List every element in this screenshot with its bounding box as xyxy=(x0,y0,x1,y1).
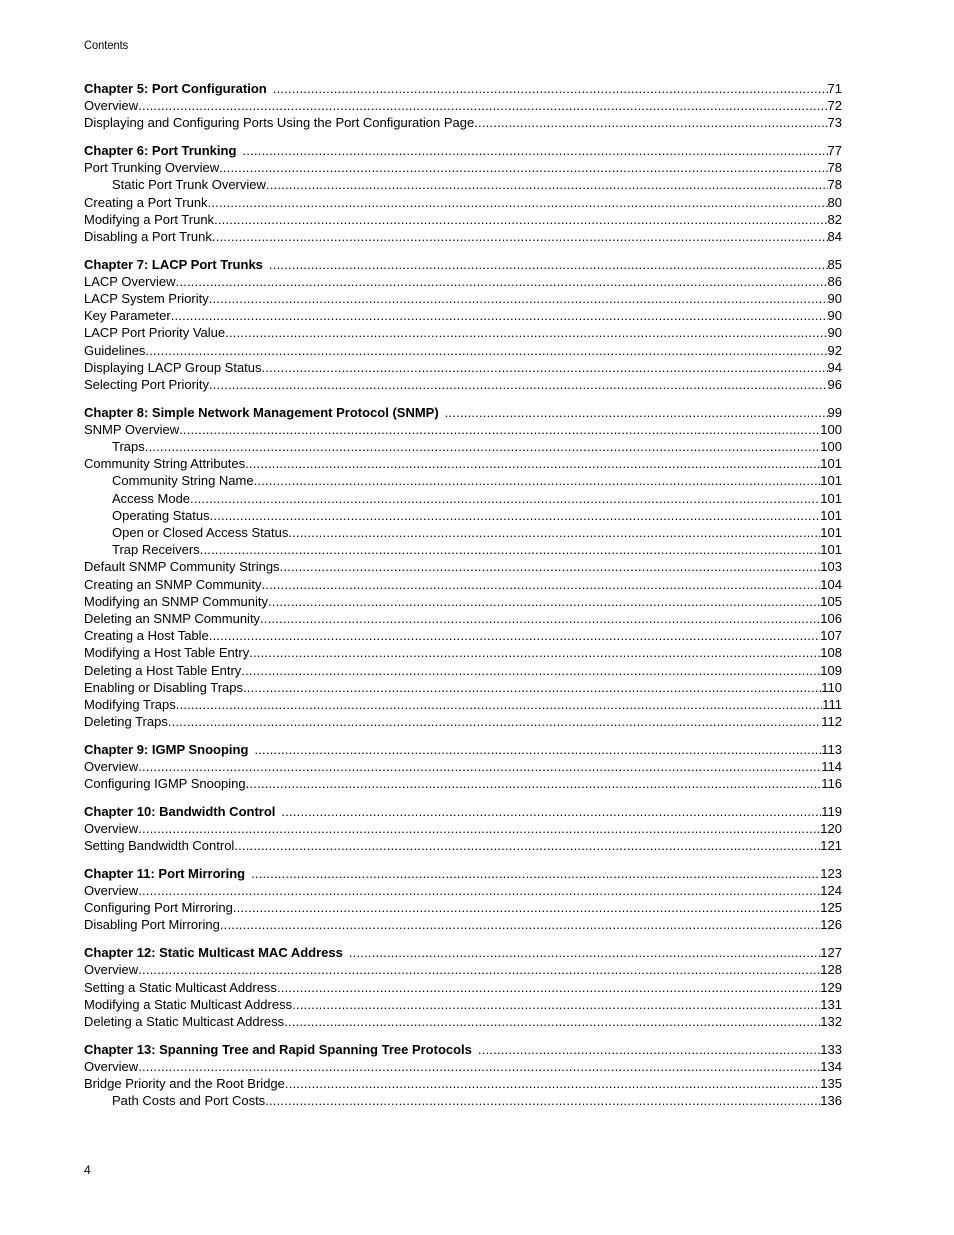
toc-chapter-link[interactable] xyxy=(84,803,842,820)
dot-leader xyxy=(277,979,820,996)
toc-entry-link[interactable] xyxy=(84,775,842,792)
toc-entry-link[interactable] xyxy=(84,916,842,933)
toc-page-number: 84 xyxy=(827,229,842,244)
toc-page-number: 73 xyxy=(827,115,842,131)
toc-page-number: 120 xyxy=(820,821,842,836)
toc-page-number: 112 xyxy=(821,714,842,730)
toc-entry-link[interactable] xyxy=(84,541,842,558)
dot-leader xyxy=(209,627,821,644)
dot-leader xyxy=(214,211,827,228)
dot-leader xyxy=(176,273,828,290)
dot-leader xyxy=(145,342,827,359)
toc-entry-label: Default SNMP Community Strings xyxy=(84,559,280,575)
dot-leader xyxy=(234,837,820,854)
dot-leader xyxy=(209,376,828,393)
toc-entry-link[interactable] xyxy=(84,472,842,489)
toc-entry-label: Creating a Port Trunk xyxy=(84,194,208,210)
toc-chapter-title: Chapter 11: Port Mirroring xyxy=(84,865,246,881)
toc-entry-label: Modifying a Static Multicast Address xyxy=(84,996,293,1012)
toc-entry-link[interactable] xyxy=(84,524,842,541)
dot-leader xyxy=(138,882,820,899)
toc-chapter-title: Chapter 5: Port Configuration xyxy=(84,81,267,96)
toc-page-number: 109 xyxy=(820,662,842,678)
dot-leader xyxy=(225,324,827,341)
dot-leader xyxy=(220,916,820,933)
toc-entry-label: Deleting a Static Multicast Address xyxy=(84,1013,285,1029)
toc-entry-link[interactable] xyxy=(84,273,842,290)
dot-leader xyxy=(241,662,820,679)
toc-page-number: 119 xyxy=(821,803,842,819)
toc-entry-label: Configuring IGMP Snooping xyxy=(84,776,246,792)
toc-chapter-link[interactable] xyxy=(84,741,842,758)
toc-page-number: 135 xyxy=(820,1075,842,1091)
toc-entry-label: Setting Bandwidth Control xyxy=(84,838,235,854)
toc-page-number: 71 xyxy=(827,81,842,96)
toc-chapter-title: Chapter 9: IGMP Snooping xyxy=(84,741,249,757)
toc-entry-label: Deleting an SNMP Community xyxy=(84,610,261,626)
toc-entry-link[interactable] xyxy=(84,1058,842,1075)
dot-leader xyxy=(474,114,827,131)
toc-entry-label: Modifying a Host Table Entry xyxy=(84,645,250,661)
toc-chapter-title: Chapter 12: Static Multicast MAC Address xyxy=(84,945,343,961)
toc-page-number: 128 xyxy=(820,962,842,978)
toc-chapter-section xyxy=(84,865,842,934)
toc-entry-link[interactable] xyxy=(84,627,842,644)
toc-entry-link[interactable] xyxy=(84,996,842,1013)
toc-chapter-title: Chapter 13: Spanning Tree and Rapid Spanning Tree Protocols xyxy=(84,1041,472,1057)
toc-entry-label: Traps xyxy=(112,439,145,455)
toc-entry-label: Enabling or Disabling Traps xyxy=(84,679,243,695)
toc-entry-label: Access Mode xyxy=(112,490,191,506)
toc-entry-label: Deleting Traps xyxy=(84,714,168,730)
dot-leader xyxy=(285,1075,820,1092)
toc-entry-link[interactable] xyxy=(84,1092,842,1109)
toc-entry-label: Setting a Static Multicast Address xyxy=(84,979,277,995)
dot-leader xyxy=(138,961,820,978)
toc-page-number: 110 xyxy=(821,679,842,695)
toc-entry-link[interactable] xyxy=(84,696,842,713)
toc-page-number: 107 xyxy=(820,628,842,644)
dot-leader xyxy=(273,80,828,97)
dot-leader xyxy=(260,610,820,627)
toc-page-number: 72 xyxy=(827,98,842,114)
dot-leader xyxy=(280,558,821,575)
dot-leader xyxy=(171,307,828,324)
dot-leader xyxy=(212,228,828,245)
toc-entry-label: Open or Closed Access Status xyxy=(112,525,289,540)
toc-entry-link[interactable] xyxy=(84,1013,842,1030)
toc-entry-label: Port Trunking Overview xyxy=(84,160,220,176)
toc-chapter-section xyxy=(84,256,842,394)
toc-page-number: 105 xyxy=(820,593,842,609)
dot-leader xyxy=(246,775,822,792)
toc-page-number: 125 xyxy=(820,900,842,916)
dot-leader xyxy=(269,256,828,273)
toc-page-number: 77 xyxy=(827,143,842,159)
toc-chapter-link[interactable] xyxy=(84,944,842,961)
toc-page-number: 114 xyxy=(821,758,842,774)
dot-leader xyxy=(210,507,821,524)
dot-leader xyxy=(138,97,827,114)
toc-page-number: 90 xyxy=(827,325,842,341)
toc-entry-label: LACP Overview xyxy=(84,273,176,289)
toc-entry-link[interactable] xyxy=(84,558,842,575)
toc-entry-link[interactable] xyxy=(84,194,842,211)
toc-entry-label: Overview xyxy=(84,962,139,978)
toc-page-number: 85 xyxy=(827,256,842,272)
dot-leader xyxy=(208,194,828,211)
dot-leader xyxy=(138,1058,820,1075)
toc-page-number: 116 xyxy=(821,776,842,792)
toc-page-number: 136 xyxy=(820,1093,842,1109)
toc-chapter-title: Chapter 7: LACP Port Trunks xyxy=(84,256,263,272)
dot-leader xyxy=(145,438,821,455)
toc-chapter-link[interactable] xyxy=(84,142,842,159)
toc-entry-link[interactable] xyxy=(84,713,842,730)
toc-entry-link[interactable] xyxy=(84,593,842,610)
toc-chapter-section xyxy=(84,741,842,793)
dot-leader xyxy=(265,1092,820,1109)
dot-leader xyxy=(179,421,820,438)
toc-page-number: 86 xyxy=(827,273,842,289)
toc-chapter-section xyxy=(84,944,842,1030)
toc-entry-label: Bridge Priority and the Root Bridge xyxy=(84,1075,285,1091)
toc-entry-link[interactable] xyxy=(84,679,842,696)
toc-entry-label: Overview xyxy=(84,98,139,114)
table-of-contents xyxy=(84,80,842,1120)
toc-entry-link[interactable] xyxy=(84,114,842,131)
toc-page-number: 100 xyxy=(820,439,842,455)
toc-page-number: 101 xyxy=(820,507,842,523)
toc-entry-link[interactable] xyxy=(84,342,842,359)
toc-entry-link[interactable] xyxy=(84,438,842,455)
dot-leader xyxy=(138,820,820,837)
toc-entry-label: Operating Status xyxy=(112,507,210,523)
dot-leader xyxy=(249,644,820,661)
toc-entry-link[interactable] xyxy=(84,159,842,176)
toc-entry-label: Modifying Traps xyxy=(84,696,176,712)
toc-chapter-link[interactable] xyxy=(84,865,842,882)
toc-entry-link[interactable] xyxy=(84,899,842,916)
toc-entry-label: Displaying and Configuring Ports Using the Port Configuration Page xyxy=(84,115,475,131)
toc-page-number: 127 xyxy=(820,945,842,961)
dot-leader xyxy=(138,758,821,775)
toc-page-number: 101 xyxy=(820,525,842,540)
toc-entry-label: Disabling a Port Trunk xyxy=(84,229,212,244)
toc-entry-label: Overview xyxy=(84,1058,139,1074)
toc-page-number: 78 xyxy=(827,160,842,176)
toc-entry-label: SNMP Overview xyxy=(84,421,180,437)
toc-entry-link[interactable] xyxy=(84,324,842,341)
toc-entry-link[interactable] xyxy=(84,490,842,507)
toc-entry-link[interactable] xyxy=(84,211,842,228)
toc-entry-label: Static Port Trunk Overview xyxy=(112,177,266,193)
toc-page-number: 134 xyxy=(820,1058,842,1074)
toc-page-number: 113 xyxy=(821,741,842,757)
toc-page-number: 80 xyxy=(827,194,842,210)
dot-leader xyxy=(268,593,820,610)
dot-leader xyxy=(200,541,821,558)
dot-leader xyxy=(190,490,820,507)
toc-entry-label: Configuring Port Mirroring xyxy=(84,900,233,916)
dot-leader xyxy=(168,713,821,730)
toc-page-number: 124 xyxy=(820,883,842,899)
page-header-title: Contents xyxy=(84,38,129,52)
toc-entry-link[interactable] xyxy=(84,882,842,899)
dot-leader xyxy=(292,996,820,1013)
dot-leader xyxy=(209,290,828,307)
toc-entry-label: Modifying a Port Trunk xyxy=(84,211,215,227)
toc-page-number: 100 xyxy=(820,421,842,437)
toc-page-number: 108 xyxy=(820,645,842,661)
toc-page-number: 90 xyxy=(827,291,842,307)
toc-page-number: 94 xyxy=(827,359,842,375)
toc-page-number: 101 xyxy=(820,473,842,489)
dot-leader xyxy=(349,944,820,961)
toc-entry-link[interactable] xyxy=(84,376,842,393)
toc-page-number: 104 xyxy=(820,576,842,592)
dot-leader xyxy=(243,679,821,696)
toc-page-number: 129 xyxy=(820,979,842,995)
toc-chapter-link[interactable] xyxy=(84,1041,842,1058)
toc-entry-label: Displaying LACP Group Status xyxy=(84,359,262,375)
dot-leader xyxy=(445,404,828,421)
dot-leader xyxy=(284,1013,820,1030)
toc-entry-link[interactable] xyxy=(84,307,842,324)
toc-entry-link[interactable] xyxy=(84,837,842,854)
toc-page-number: 101 xyxy=(820,456,842,472)
toc-entry-link[interactable] xyxy=(84,576,842,593)
toc-entry-link[interactable] xyxy=(84,610,842,627)
toc-entry-link[interactable] xyxy=(84,979,842,996)
dot-leader xyxy=(219,159,827,176)
dot-leader xyxy=(242,142,827,159)
toc-page-number: 126 xyxy=(820,917,842,933)
toc-chapter-title: Chapter 6: Port Trunking xyxy=(84,143,237,159)
toc-entry-link[interactable] xyxy=(84,1075,842,1092)
toc-entry-label: Guidelines xyxy=(84,342,146,358)
dot-leader xyxy=(478,1041,820,1058)
dot-leader xyxy=(245,455,820,472)
toc-page-number: 92 xyxy=(827,342,842,358)
toc-entry-link[interactable] xyxy=(84,228,842,245)
toc-page-number: 101 xyxy=(820,542,842,558)
toc-page-number: 82 xyxy=(827,211,842,227)
toc-entry-label: LACP Port Priority Value xyxy=(84,325,226,341)
toc-entry-label: Disabling Port Mirroring xyxy=(84,917,220,933)
toc-page-number: 123 xyxy=(820,865,842,881)
dot-leader xyxy=(251,865,820,882)
dot-leader xyxy=(176,696,822,713)
toc-page-number: 101 xyxy=(820,490,842,506)
dot-leader xyxy=(281,803,821,820)
toc-page-number: 96 xyxy=(827,377,842,392)
toc-chapter-link[interactable] xyxy=(84,256,842,273)
toc-entry-label: Key Parameter xyxy=(84,308,171,324)
toc-chapter-section xyxy=(84,1041,842,1110)
toc-entry-link[interactable] xyxy=(84,644,842,661)
toc-entry-label: Creating a Host Table xyxy=(84,628,209,644)
toc-entry-link[interactable] xyxy=(84,359,842,376)
toc-page-number: 103 xyxy=(820,559,842,575)
toc-chapter-section xyxy=(84,404,842,731)
toc-chapter-link[interactable] xyxy=(84,80,842,97)
toc-entry-label: Deleting a Host Table Entry xyxy=(84,662,242,678)
toc-entry-label: Overview xyxy=(84,821,139,836)
toc-entry-label: Community String Name xyxy=(112,473,254,489)
toc-page-number: 78 xyxy=(827,177,842,193)
toc-page-number: 132 xyxy=(820,1013,842,1029)
toc-entry-label: Selecting Port Priority xyxy=(84,377,209,392)
toc-chapter-section xyxy=(84,142,842,245)
toc-chapter-title: Chapter 8: Simple Network Management Protocol (SNMP) xyxy=(84,404,439,420)
toc-page-number: 133 xyxy=(820,1041,842,1057)
toc-page-number: 131 xyxy=(820,996,842,1012)
toc-entry-link[interactable] xyxy=(84,455,842,472)
toc-entry-link[interactable] xyxy=(84,961,842,978)
toc-entry-link[interactable] xyxy=(84,758,842,775)
toc-chapter-link[interactable] xyxy=(84,404,842,421)
toc-entry-label: Modifying an SNMP Community xyxy=(84,593,268,609)
dot-leader xyxy=(288,524,820,541)
toc-entry-label: Trap Receivers xyxy=(112,542,200,558)
toc-chapter-title: Chapter 10: Bandwidth Control xyxy=(84,803,276,819)
toc-page-number: 90 xyxy=(827,308,842,324)
toc-entry-link[interactable] xyxy=(84,97,842,114)
dot-leader xyxy=(266,176,828,193)
toc-page-number: 121 xyxy=(820,838,842,854)
toc-entry-link[interactable] xyxy=(84,662,842,679)
toc-entry-link[interactable] xyxy=(84,820,842,837)
dot-leader xyxy=(233,899,820,916)
toc-entry-link[interactable] xyxy=(84,176,842,193)
dot-leader xyxy=(254,472,821,489)
toc-entry-label: Community String Attributes xyxy=(84,456,246,472)
toc-entry-link[interactable] xyxy=(84,421,842,438)
toc-entry-label: Overview xyxy=(84,758,139,774)
toc-entry-label: Path Costs and Port Costs xyxy=(112,1093,266,1109)
toc-page-number: 111 xyxy=(822,696,842,712)
dot-leader xyxy=(254,741,821,758)
dot-leader xyxy=(262,576,821,593)
toc-entry-link[interactable] xyxy=(84,290,842,307)
toc-page-number: 99 xyxy=(827,404,842,420)
toc-chapter-section xyxy=(84,80,842,132)
toc-entry-label: Creating an SNMP Community xyxy=(84,576,262,592)
toc-entry-link[interactable] xyxy=(84,507,842,524)
toc-chapter-section xyxy=(84,803,842,855)
dot-leader xyxy=(262,359,828,376)
toc-entry-label: Overview xyxy=(84,883,139,899)
page-number: 4 xyxy=(84,1163,91,1177)
toc-page-number: 106 xyxy=(820,610,842,626)
toc-entry-label: LACP System Priority xyxy=(84,291,209,307)
